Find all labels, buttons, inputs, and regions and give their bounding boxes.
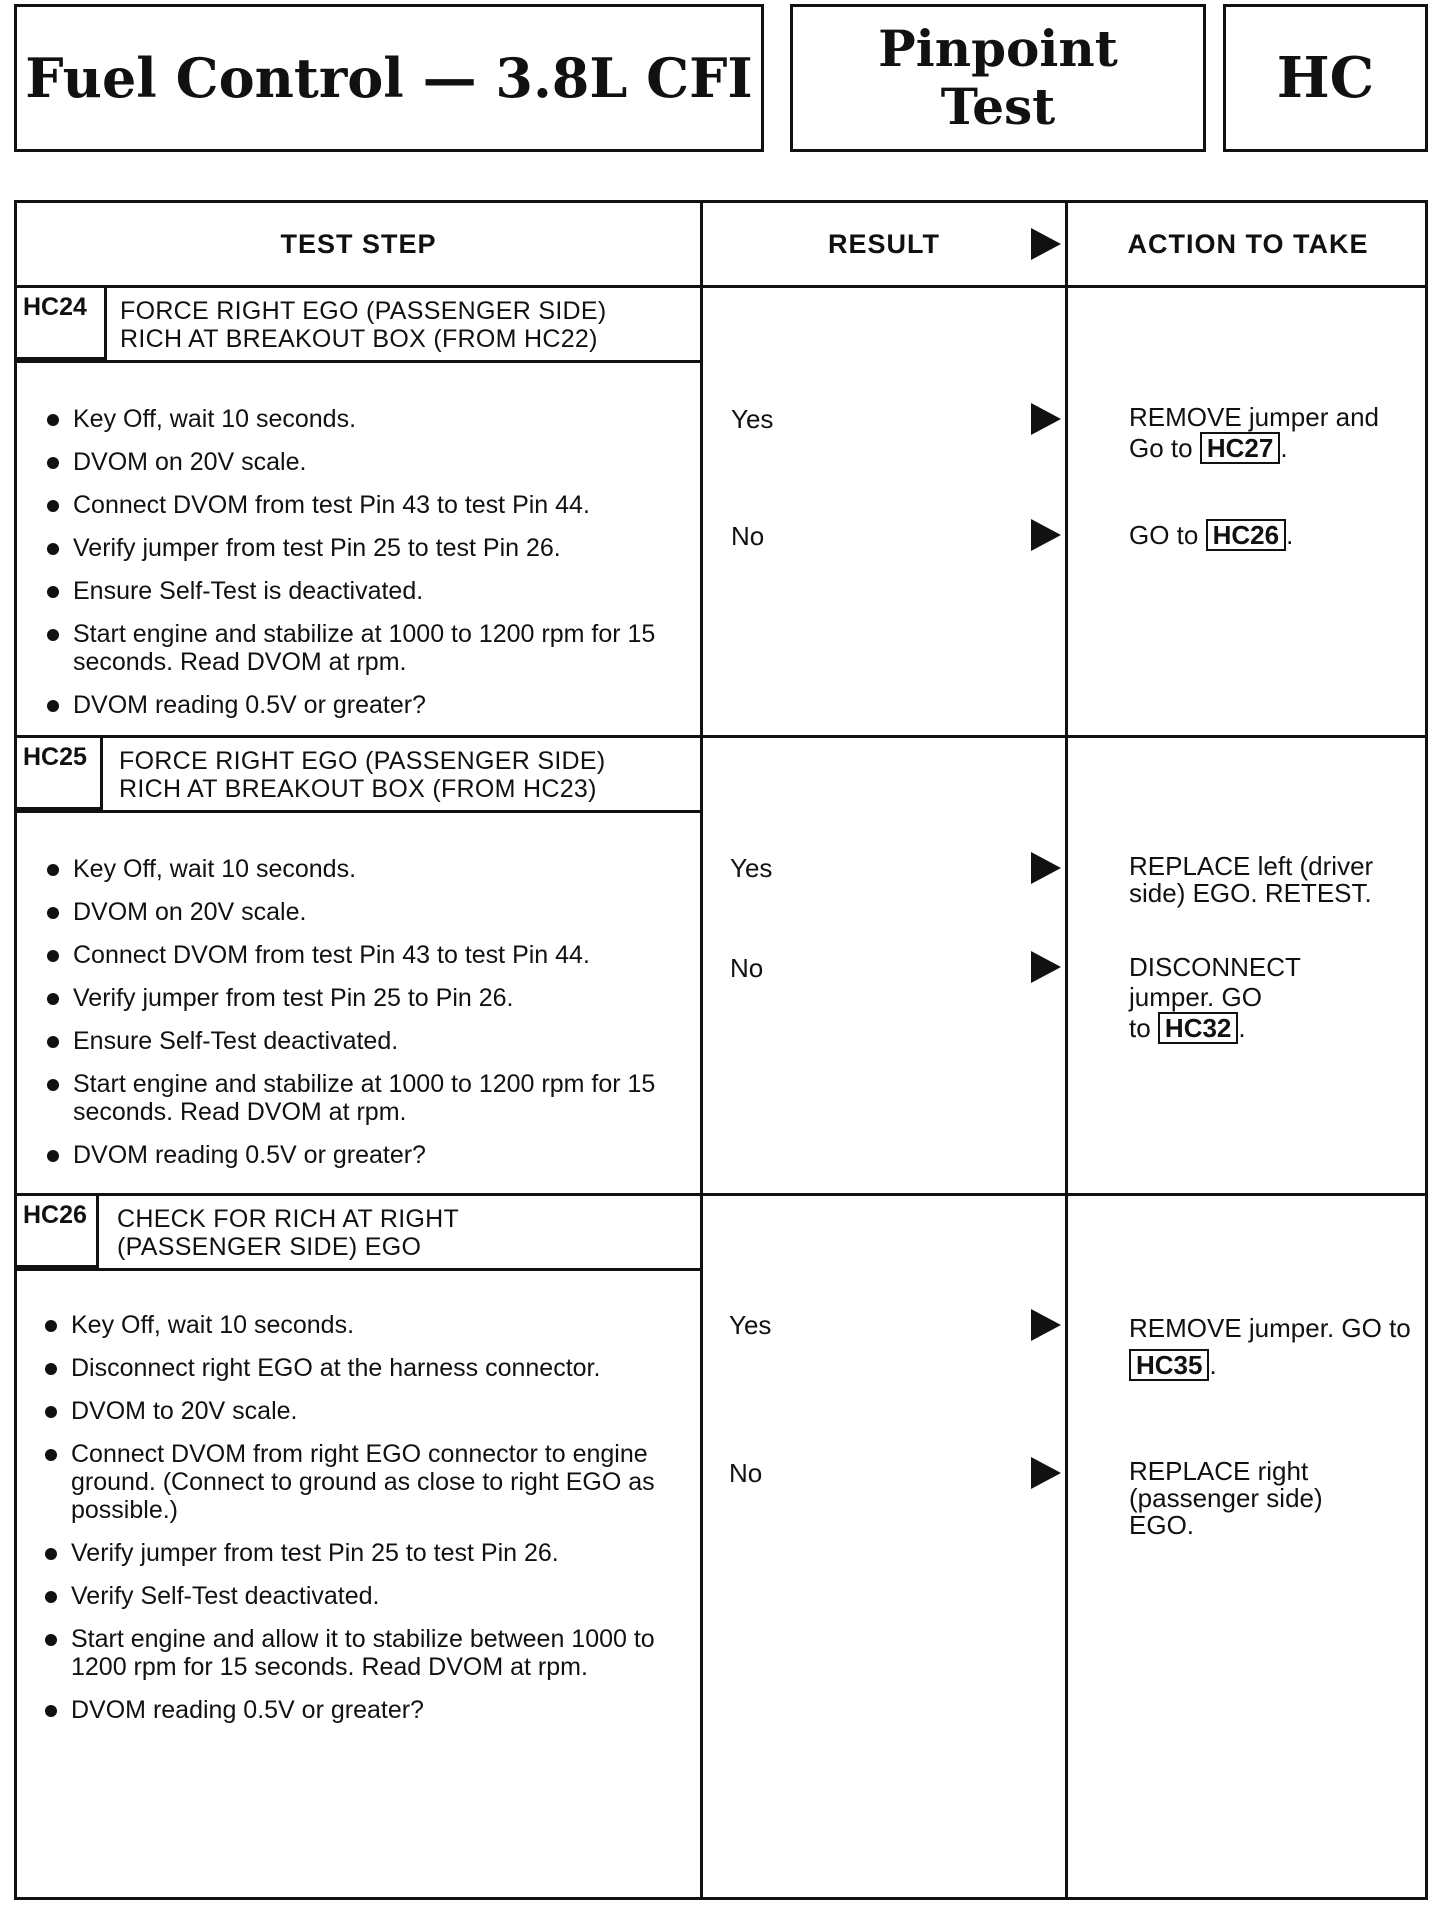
result-no: No bbox=[729, 1458, 763, 1488]
step-reference[interactable]: HC26 bbox=[1206, 519, 1286, 551]
bullet-item: Key Off, wait 10 seconds. bbox=[43, 855, 683, 883]
test-code: HC bbox=[1223, 4, 1428, 152]
column-divider bbox=[1065, 203, 1068, 1897]
column-header-result: RESULT bbox=[828, 228, 940, 259]
action-text: REMOVE jumper. GO to bbox=[1129, 1313, 1411, 1343]
action-no bbox=[1129, 519, 1419, 551]
bullet-item: Key Off, wait 10 seconds. bbox=[41, 1311, 681, 1339]
bullet-item: DVOM on 20V scale. bbox=[43, 898, 683, 926]
bullet-item: Connect DVOM from right EGO connector to engine ground. (Connect to ground as close to right EGO as possible.) bbox=[41, 1440, 681, 1524]
bullet-item: Connect DVOM from test Pin 43 to test Pin 44. bbox=[43, 941, 683, 969]
step-title-line: FORCE RIGHT EGO (PASSENGER SIDE) bbox=[120, 297, 607, 325]
bullet-item: DVOM reading 0.5V or greater? bbox=[43, 691, 683, 719]
bullet-item: Start engine and stabilize at 1000 to 1200 rpm for 15 seconds. Read DVOM at rpm. bbox=[43, 620, 683, 676]
action-no: REPLACE right (passenger side) EGO. bbox=[1129, 1456, 1323, 1540]
step-bullets bbox=[43, 405, 683, 734]
step-id: HC26 bbox=[17, 1193, 99, 1268]
action-text: REMOVE jumper and Go to bbox=[1129, 402, 1379, 463]
action-yes bbox=[1129, 403, 1419, 464]
arrow-icon bbox=[1031, 519, 1061, 551]
step-title bbox=[120, 297, 607, 353]
bullet-item: Verify jumper from test Pin 25 to Pin 26. bbox=[43, 984, 683, 1012]
bullet-item: DVOM reading 0.5V or greater? bbox=[43, 1141, 683, 1169]
action-text: . bbox=[1286, 520, 1294, 550]
bullet-item: Start engine and stabilize at 1000 to 1200 rpm for 15 seconds. Read DVOM at rpm. bbox=[43, 1070, 683, 1126]
bullet-item: Key Off, wait 10 seconds. bbox=[43, 405, 683, 433]
bullet-item: Start engine and allow it to stabilize between 1000 to 1200 rpm for 15 seconds. Read DVOM at rpm. bbox=[41, 1625, 681, 1681]
result-yes: Yes bbox=[729, 1310, 772, 1340]
pinpoint-table bbox=[14, 200, 1428, 1900]
step-title-line: RICH AT BREAKOUT BOX (FROM HC23) bbox=[119, 775, 597, 803]
page-title: Fuel Control — 3.8L CFI bbox=[14, 4, 764, 152]
step-reference[interactable]: HC35 bbox=[1129, 1349, 1209, 1381]
column-divider bbox=[700, 203, 703, 1897]
arrow-icon bbox=[1031, 1309, 1061, 1341]
result-no: No bbox=[731, 521, 765, 551]
step-reference[interactable]: HC27 bbox=[1200, 432, 1280, 464]
pinpoint-line2: Test bbox=[940, 77, 1056, 136]
action-text: . bbox=[1209, 1350, 1217, 1380]
step-title-line: (PASSENGER SIDE) EGO bbox=[117, 1233, 422, 1261]
arrow-icon bbox=[1031, 951, 1061, 983]
step-title bbox=[117, 1205, 459, 1261]
action-yes: REPLACE left (driver side) EGO. RETEST. bbox=[1129, 851, 1374, 908]
arrow-icon bbox=[1031, 852, 1061, 884]
bullet-item: Verify jumper from test Pin 25 to test Pin 26. bbox=[43, 534, 683, 562]
step-title bbox=[119, 747, 606, 803]
pinpoint-line1: Pinpoint bbox=[878, 19, 1118, 78]
action-text: . bbox=[1238, 1013, 1246, 1043]
bullet-item: Verify Self-Test deactivated. bbox=[41, 1582, 681, 1610]
bullet-item: Ensure Self-Test is deactivated. bbox=[43, 577, 683, 605]
step-title-line: RICH AT BREAKOUT BOX (FROM HC22) bbox=[120, 325, 598, 353]
result-no: No bbox=[730, 953, 764, 983]
arrow-icon bbox=[1031, 403, 1061, 435]
action-no bbox=[1129, 952, 1301, 1044]
step-id: HC24 bbox=[17, 285, 107, 360]
step-title-line: FORCE RIGHT EGO (PASSENGER SIDE) bbox=[119, 747, 606, 775]
result-yes: Yes bbox=[730, 853, 773, 883]
action-yes bbox=[1129, 1310, 1419, 1384]
bullet-item: Verify jumper from test Pin 25 to test Pin 26. bbox=[41, 1539, 681, 1567]
bullet-item: DVOM to 20V scale. bbox=[41, 1397, 681, 1425]
action-text: . bbox=[1280, 433, 1288, 463]
step-bullets bbox=[41, 1311, 681, 1739]
step-bullets bbox=[43, 855, 683, 1184]
result-yes: Yes bbox=[731, 404, 774, 434]
bullet-item: Ensure Self-Test deactivated. bbox=[43, 1027, 683, 1055]
arrow-icon bbox=[1031, 228, 1061, 260]
step-id: HC25 bbox=[17, 735, 103, 810]
column-header-action: ACTION TO TAKE bbox=[1127, 228, 1369, 259]
bullet-item: Connect DVOM from test Pin 43 to test Pin 44. bbox=[43, 491, 683, 519]
arrow-icon bbox=[1031, 1457, 1061, 1489]
step-title-line: CHECK FOR RICH AT RIGHT bbox=[117, 1205, 460, 1233]
bullet-item: DVOM reading 0.5V or greater? bbox=[41, 1696, 681, 1724]
action-text: DISCONNECT jumper. GO to bbox=[1129, 952, 1301, 1043]
step-reference[interactable]: HC32 bbox=[1158, 1012, 1238, 1044]
bullet-item: DVOM on 20V scale. bbox=[43, 448, 683, 476]
column-header-test-step: TEST STEP bbox=[280, 228, 437, 259]
action-text: GO to bbox=[1129, 520, 1199, 550]
pinpoint-test-label bbox=[790, 4, 1206, 152]
bullet-item: Disconnect right EGO at the harness connector. bbox=[41, 1354, 681, 1382]
